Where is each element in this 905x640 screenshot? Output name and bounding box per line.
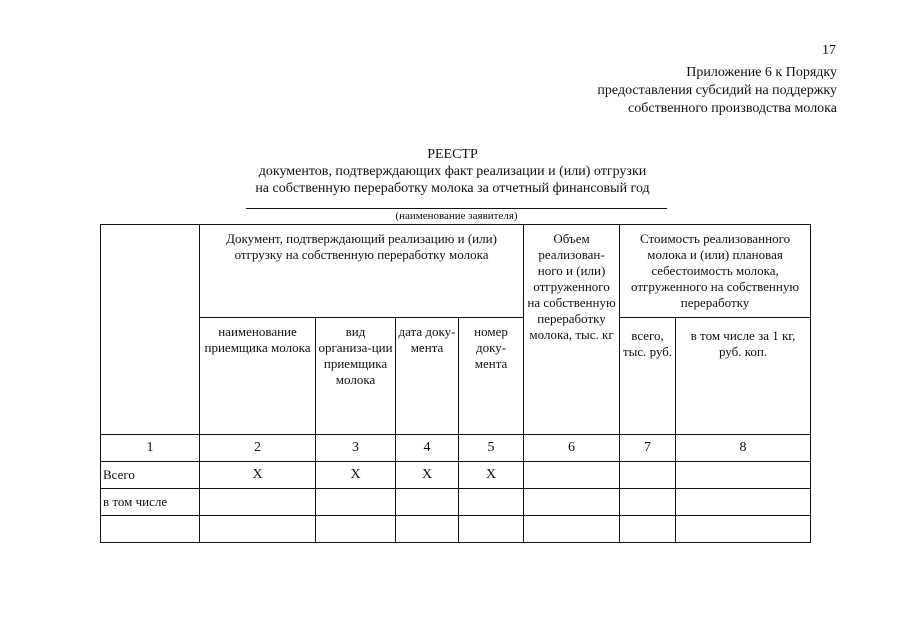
table-cell [620,489,676,516]
table-cell [200,516,316,543]
x-mark: X [459,462,524,489]
x-mark: X [200,462,316,489]
table-row-empty [101,516,811,543]
header-col-7: всего, тыс. руб. [620,318,676,435]
table-cell [459,516,524,543]
table-cell [200,489,316,516]
header-col-5: номер доку-мента [459,318,524,435]
table-cell [316,489,396,516]
table-row-total [101,462,811,489]
header-col-1 [101,225,200,435]
table-cell [620,516,676,543]
header-col-8: в том числе за 1 кг, руб. коп. [676,318,811,435]
table-cell [676,516,811,543]
row-label-total: Всего [101,462,200,489]
appendix-line-3: собственного производства молока [628,101,837,116]
appendix-line-1: Приложение 6 к Порядку [686,65,837,80]
column-number: 8 [676,435,811,462]
table-cell [524,516,620,543]
table-cell [676,489,811,516]
page-number: 17 [822,43,836,58]
table-cell [101,516,200,543]
column-number: 4 [396,435,459,462]
column-number: 1 [101,435,200,462]
header-col-6: Объем реализован-ного и (или) отгруженного на собственную переработку молока, тыс. кг [524,225,620,435]
column-number: 3 [316,435,396,462]
table-cell [396,489,459,516]
title-heading: РЕЕСТР [427,147,478,162]
header-document-group: Документ, подтверждающий реализацию и (или) отгрузку на собственную переработку молока [200,225,524,318]
header-col-2: наименование приемщика молока [200,318,316,435]
table-cell [459,489,524,516]
column-number: 2 [200,435,316,462]
applicant-caption: (наименование заявителя) [395,210,518,222]
appendix-note [597,64,837,118]
row-label-including: в том числе [101,489,200,516]
table-cell [676,462,811,489]
header-col-4: дата доку-мента [396,318,459,435]
table-cell [620,462,676,489]
column-number: 6 [524,435,620,462]
applicant-underline [246,208,667,209]
header-cost-group: Стоимость реализованного молока и (или) плановая себестоимость молока, отгруженного на собственную переработку [620,225,811,318]
title-line-1: документов, подтверждающих факт реализации и (или) отгрузки [258,164,647,179]
header-col-3: вид организа-ции приемщика молока [316,318,396,435]
column-numbers-row [101,435,811,462]
x-mark: X [396,462,459,489]
appendix-line-2: предоставления субсидий на поддержку [597,83,837,98]
table-cell [524,489,620,516]
column-number: 7 [620,435,676,462]
table-cell [316,516,396,543]
x-mark: X [316,462,396,489]
registry-table [100,224,811,543]
title-line-2: на собственную переработку молока за отчетный финансовый год [255,181,650,196]
table-cell [524,462,620,489]
table-row-including [101,489,811,516]
document-title [0,146,905,197]
table-cell [396,516,459,543]
column-number: 5 [459,435,524,462]
